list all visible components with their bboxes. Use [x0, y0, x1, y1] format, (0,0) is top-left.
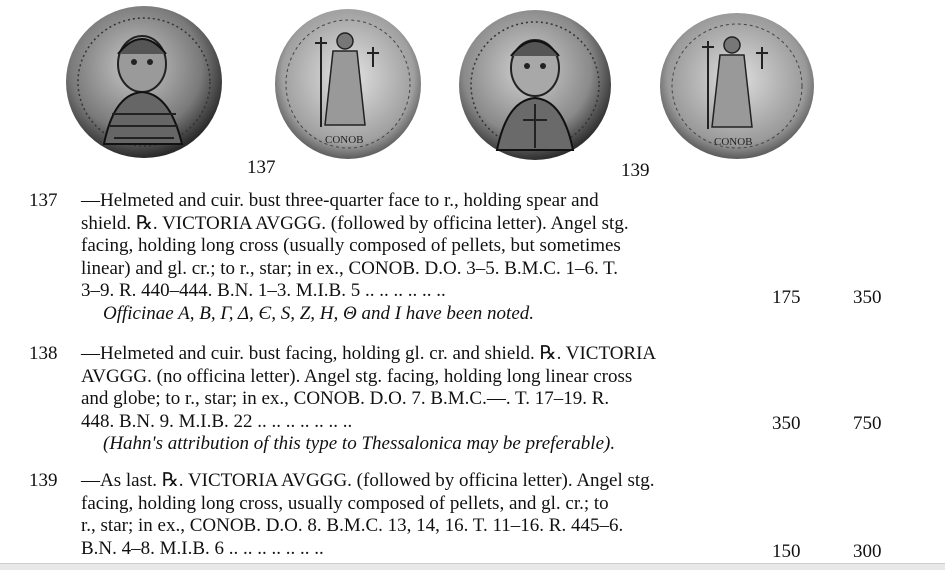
coin-139-obverse	[457, 8, 613, 162]
svg-text:CONOB: CONOB	[325, 134, 364, 146]
entry-line: —As last. ℞. VICTORIA AVGGG. (followed by officina letter). Angel stg.	[81, 470, 655, 491]
entry-line: shield. ℞. VICTORIA AVGGG. (followed by officina letter). Angel stg.	[81, 212, 629, 234]
entry-line: —Helmeted and cuir. bust three-quarter face to r., holding spear and	[81, 190, 599, 211]
entry-number: 139	[29, 470, 58, 491]
plate-label-137: 137	[247, 157, 276, 178]
value-fine-137: 175	[772, 287, 801, 308]
coin-137-reverse	[273, 7, 423, 161]
coin-137-obverse	[64, 4, 224, 160]
entry-line: AVGGG. (no officina letter). Angel stg. facing, holding long linear cross	[81, 365, 633, 387]
entry-line: and globe; to r., star; in ex., CONOB. D.O. 7. B.M.C.—. T. 17–19. R.	[81, 388, 610, 409]
entry-note: (Hahn's attribution of this type to Thessalonica may be preferable).	[103, 433, 616, 454]
svg-text:CONOB: CONOB	[714, 136, 753, 148]
value-very-fine-138: 750	[853, 413, 882, 434]
entry-line: —Helmeted and cuir. bust facing, holding gl. cr. and shield. ℞. VICTORIA	[81, 343, 657, 364]
entry-number: 138	[29, 343, 58, 364]
entry-line: B.N. 4–8. M.I.B. 6 .. .. .. .. .. .. ..	[81, 537, 324, 559]
value-fine-138: 350	[772, 413, 801, 434]
entry-line: facing, holding long cross, usually composed of pellets, and gl. cr.; to	[81, 492, 609, 514]
value-fine-139: 150	[772, 541, 801, 562]
value-very-fine-137: 350	[853, 287, 882, 308]
entry-line: 3–9. R. 440–444. B.N. 1–3. M.I.B. 5 .. .. .. .. .. ..	[81, 280, 446, 301]
value-very-fine-139: 300	[853, 541, 882, 562]
plate-label-139: 139	[621, 160, 650, 181]
entry-line: r., star; in ex., CONOB. D.O. 8. B.M.C. 13, 14, 16. T. 11–16. R. 445–6.	[81, 515, 624, 536]
entry-description	[81, 470, 741, 560]
entry-line: 448. B.N. 9. M.I.B. 22 .. .. .. .. .. .. ..	[81, 410, 353, 432]
coin-139-reverse	[658, 11, 816, 161]
entry-line: facing, holding long cross (usually composed of pellets, but sometimes	[81, 235, 621, 256]
entry-line: linear) and gl. cr.; to r., star; in ex., CONOB. D.O. 3–5. B.M.C. 1–6. T.	[81, 257, 619, 279]
entry-number: 137	[29, 190, 58, 211]
entry-description	[81, 343, 741, 456]
entry-note: Officinae A, B, Γ, Δ, Є, S, Z, H, Θ and I have been noted.	[103, 302, 534, 324]
entry-description	[81, 190, 741, 325]
